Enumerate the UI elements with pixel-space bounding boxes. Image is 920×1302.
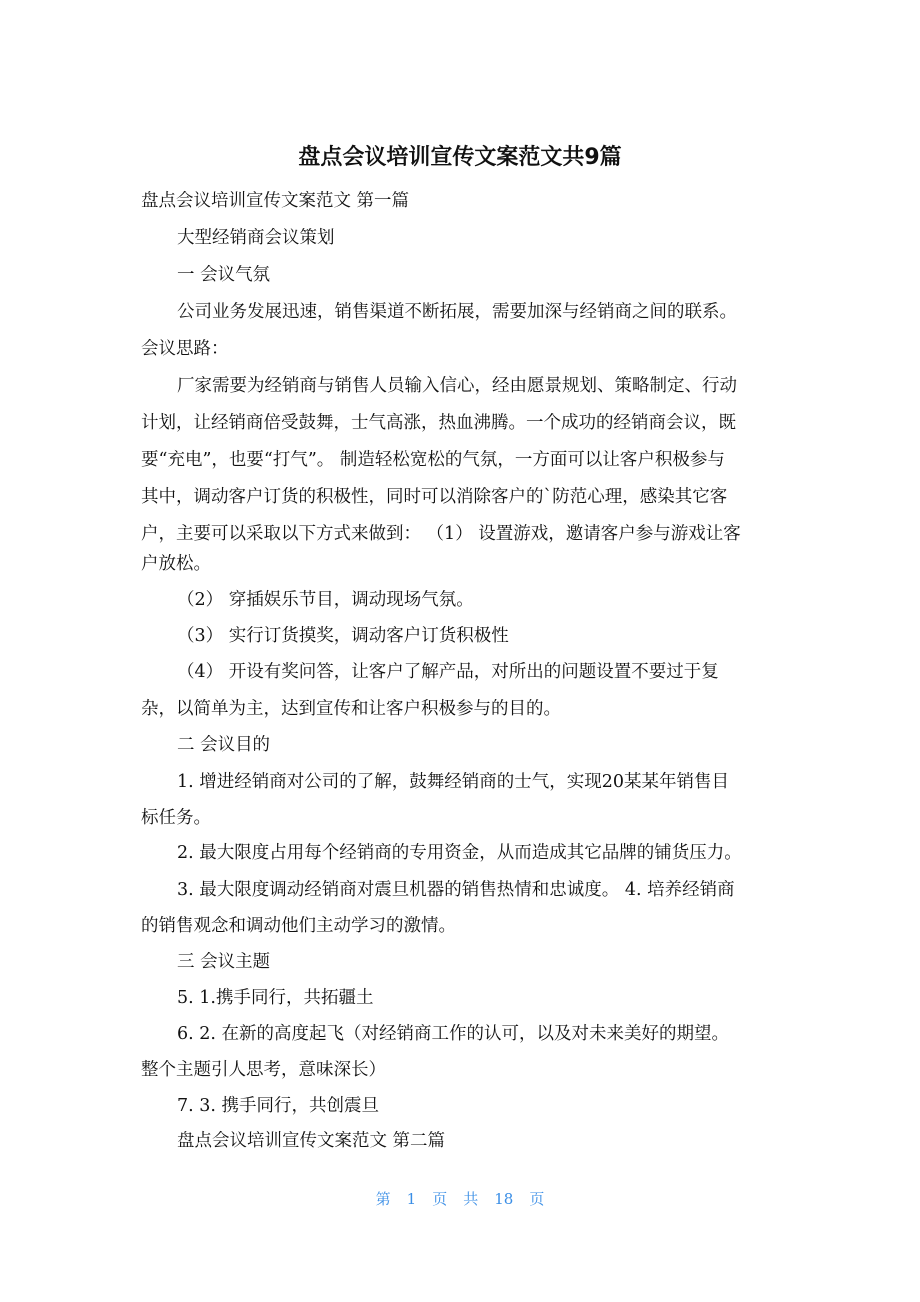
subheading: 大型经销商会议策划 (177, 228, 335, 248)
paragraph-line: （3） 实行订货摸奖，调动客户订货积极性 (177, 626, 509, 646)
paragraph-line: 2. 最大限度占用每个经销商的专用资金，从而造成其它品牌的铺货压力。 (177, 843, 742, 863)
paragraph-line: 标任务。 (141, 808, 211, 828)
subheading: 一 会议气氛 (177, 265, 271, 285)
paragraph-line: 1. 增进经销商对公司的了解，鼓舞经销商的士气，实现20某某年销售目 (177, 772, 730, 792)
footer-text: 共 (463, 1190, 479, 1208)
page-footer (0, 1188, 920, 1209)
section-heading: 盘点会议培训宣传文案范文 第二篇 (177, 1131, 446, 1151)
paragraph-line: 计划，让经销商倍受鼓舞，士气高涨，热血沸腾。一个成功的经销商会议，既 (141, 413, 736, 433)
subheading: 三 会议主题 (177, 952, 271, 972)
total-pages: 18 (494, 1190, 514, 1208)
paragraph-line: 会议思路： (141, 339, 229, 359)
footer-text: 页 (432, 1190, 448, 1208)
paragraph-line: 整个主题引人思考，意味深长） (141, 1060, 386, 1080)
paragraph-line: 厂家需要为经销商与销售人员输入信心，经由愿景规划、策略制定、行动 (177, 376, 737, 396)
footer-text: 页 (529, 1190, 545, 1208)
current-page-number: 1 (406, 1190, 417, 1208)
section-heading: 盘点会议培训宣传文案范文 第一篇 (141, 191, 410, 211)
paragraph-line: 要“充电”，也要“打气”。 制造轻松宽松的气氛，一方面可以让客户积极参与 (141, 450, 725, 470)
paragraph-line: 户，主要可以采取以下方式来做到： （1） 设置游戏，邀请客户参与游戏让客 (141, 524, 741, 544)
paragraph-line: （4） 开设有奖问答，让客户了解产品，对所出的问题设置不要过于复 (177, 662, 719, 682)
paragraph-line: 3. 最大限度调动经销商对震旦机器的销售热情和忠诚度。 4. 培养经销商 (177, 880, 735, 900)
subheading: 二 会议目的 (177, 735, 271, 755)
paragraph-line: 户放松。 (141, 554, 211, 574)
paragraph-line: 公司业务发展迅速，销售渠道不断拓展，需要加深与经销商之间的联系。 (177, 302, 737, 322)
paragraph-line: （2） 穿插娱乐节目，调动现场气氛。 (177, 590, 474, 610)
paragraph-line: 的销售观念和调动他们主动学习的激情。 (141, 916, 456, 936)
paragraph-line: 7. 3. 携手同行，共创震旦 (177, 1096, 380, 1116)
paragraph-line: 杂，以简单为主，达到宣传和让客户积极参与的目的。 (141, 699, 561, 719)
paragraph-line: 其中，调动客户订货的积极性，同时可以消除客户的`防范心理，感染其它客 (141, 487, 728, 507)
paragraph-line: 5. 1.携手同行，共拓疆土 (177, 988, 374, 1008)
document-title: 盘点会议培训宣传文案范文共9篇 (298, 145, 622, 170)
footer-text: 第 (375, 1190, 391, 1208)
paragraph-line: 6. 2. 在新的高度起飞（对经销商工作的认可，以及对未来美好的期望。 (177, 1024, 730, 1044)
